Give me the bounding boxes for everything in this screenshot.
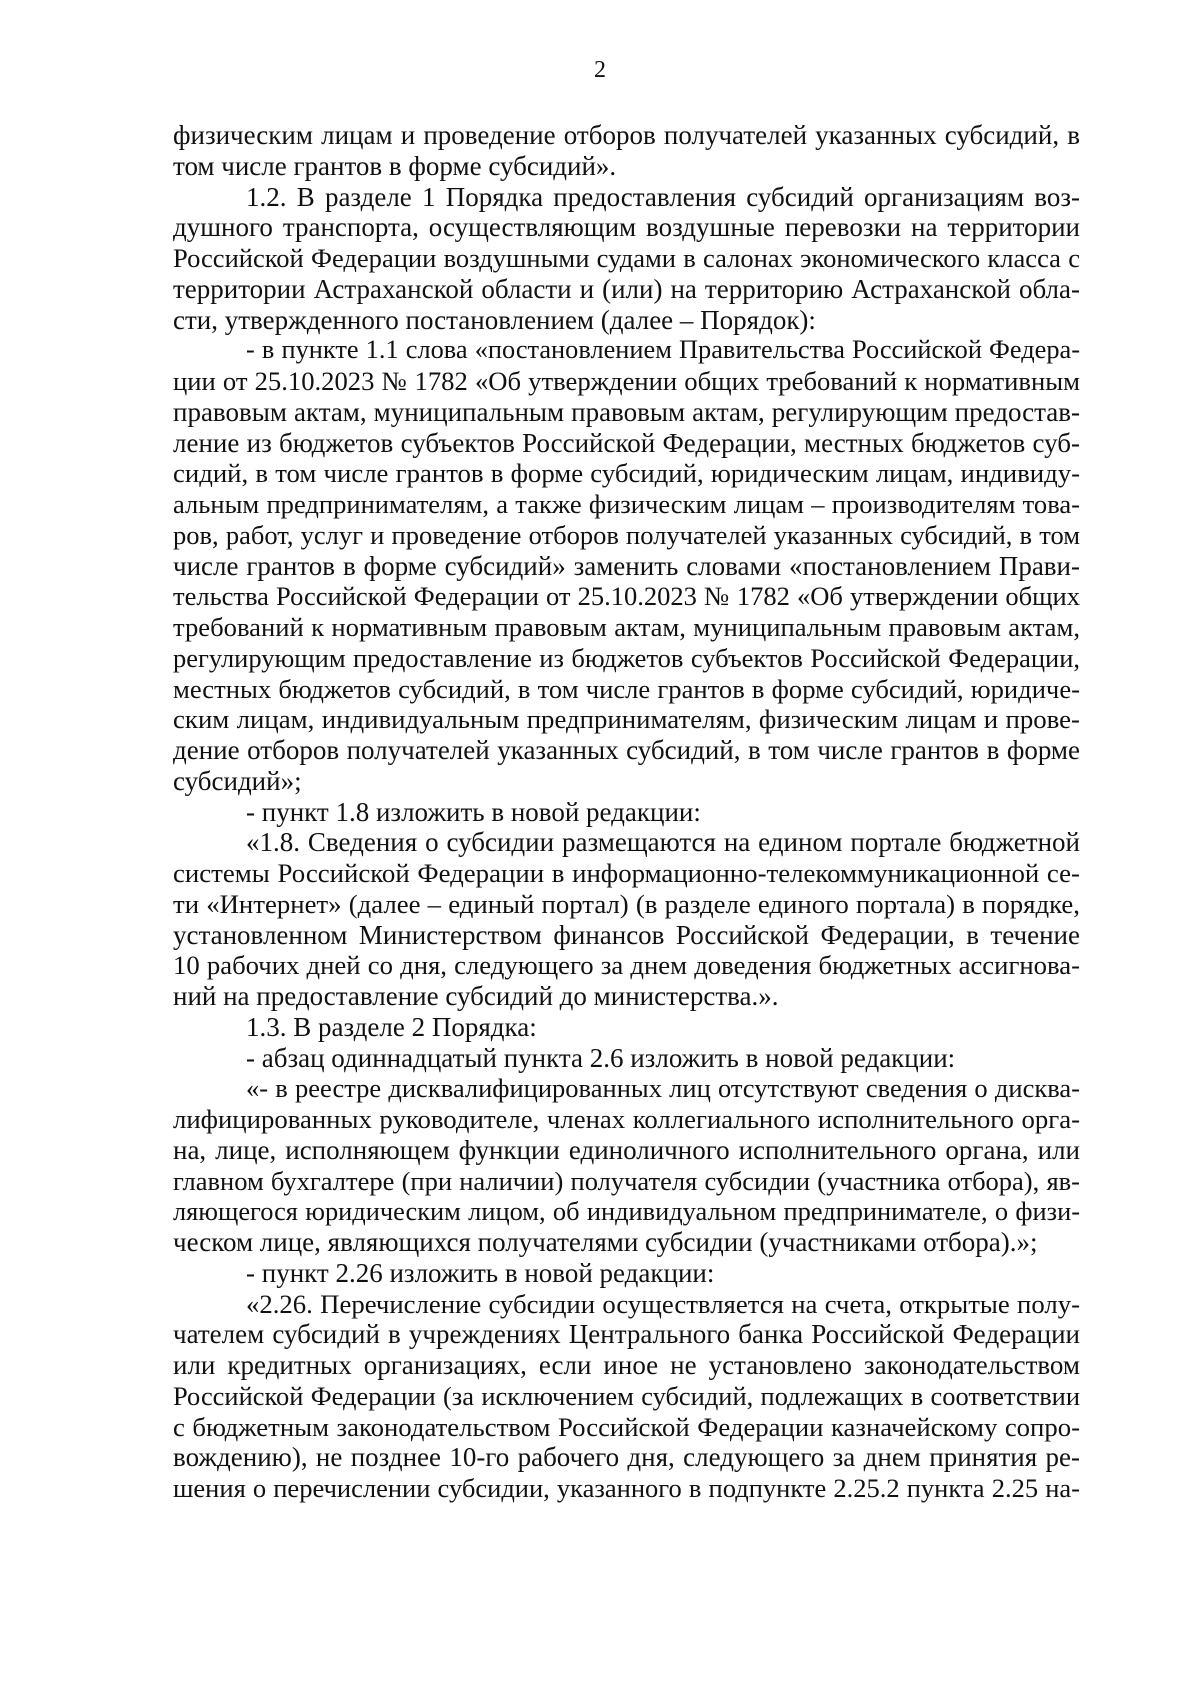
text-line: местных бюджетов субсидий, в том числе грантов в форме субсидий, юридиче- <box>173 673 1080 704</box>
text-line: - в пункте 1.1 слова «постановлением Правительства Российской Федера- <box>246 335 1080 365</box>
text-line: шения о перечислении субсидии, указанного в подпункте 2.25.2 пункта 2.25 на- <box>173 1473 1080 1503</box>
document-body <box>173 120 1080 1504</box>
text-line: числе грантов в форме субсидий» заменить словами «постановлением Прави- <box>173 550 1080 581</box>
text-line: дение отборов получателей указанных субсидий, в том числе грантов в форме <box>173 735 1080 765</box>
text-line: лифицированных руководителе, членах коллегиального исполнительного орга- <box>173 1104 1080 1134</box>
text-line: «- в реестре дисквалифицированных лиц отсутствуют сведения о дисква- <box>246 1073 1080 1104</box>
text-line: ским лицам, индивидуальным предпринимателям, физическим лицам и прове- <box>173 704 1080 735</box>
text-line: вождению), не позднее 10-го рабочего дня, следующего за днем принятия ре- <box>173 1442 1080 1473</box>
text-line: альным предпринимателям, а также физическим лицам – производителям това- <box>173 489 1080 519</box>
text-line: сидий, в том числе грантов в форме субсидий, юридическим лицам, индивиду- <box>173 458 1080 489</box>
text-line: ции от 25.10.2023 № 1782 «Об утверждении общих требований к нормативным <box>173 366 1080 396</box>
text-line: - пункт 2.26 изложить в новой редакции: <box>246 1257 715 1288</box>
text-line: 10 рабочих дней со дня, следующего за днем доведения бюджетных ассигнова- <box>173 950 1080 981</box>
text-line: правовым актам, муниципальным правовым актам, регулирующим предостав- <box>173 396 1080 427</box>
text-line: 1.2. В разделе 1 Порядка предоставления субсидий организациям воз- <box>246 181 1080 212</box>
text-line: тельства Российской Федерации от 25.10.2023 № 1782 «Об утверждении общих <box>173 581 1080 612</box>
text-line: ляющегося юридическим лицом, об индивидуальном предпринимателе, о физи- <box>173 1196 1080 1227</box>
text-line: душного транспорта, осуществляющим воздушные перевозки на территории <box>173 212 1080 243</box>
text-line: - абзац одиннадцатый пункта 2.6 изложить в новой редакции: <box>246 1042 956 1073</box>
text-line: установленном Министерством финансов Российской Федерации, в течение <box>173 919 1080 950</box>
text-line: ров, работ, услуг и проведение отборов получателей указанных субсидий, в том <box>173 519 1080 550</box>
text-line: главном бухгалтере (при наличии) получателя субсидии (участника отбора), яв- <box>173 1165 1080 1196</box>
text-line: - пункт 1.8 изложить в новой редакции: <box>246 796 701 827</box>
text-line: чателем субсидий в учреждениях Центрального банка Российской Федерации <box>173 1319 1080 1350</box>
page-number: 2 <box>594 57 606 83</box>
text-line: физическим лицам и проведение отборов получателей указанных субсидий, в <box>173 120 1080 150</box>
text-line: Российской Федерации (за исключением субсидий, подлежащих в соответствии <box>173 1380 1080 1411</box>
text-line: требований к нормативным правовым актам, муниципальным правовым актам, <box>173 612 1080 642</box>
text-line: «2.26. Перечисление субсидии осуществляется на счета, открытые полу- <box>246 1288 1080 1319</box>
text-line: на, лице, исполняющем функции единоличного исполнительного органа, или <box>173 1134 1080 1165</box>
text-line: «1.8. Сведения о субсидии размещаются на едином портале бюджетной <box>246 827 1080 858</box>
text-line: ти «Интернет» (далее – единый портал) (в разделе единого портала) в порядке, <box>173 888 1080 919</box>
text-line: с бюджетным законодательством Российской Федерации казначейскому сопро- <box>173 1411 1080 1442</box>
text-line: регулирующим предоставление из бюджетов субъектов Российской Федерации, <box>173 642 1080 673</box>
text-line: ческом лице, являющихся получателями субсидии (участниками отбора).»; <box>173 1227 1038 1257</box>
text-line: субсидий»; <box>173 765 302 796</box>
text-line: или кредитных организациях, если иное не установлено законодательством <box>173 1350 1080 1380</box>
text-line: сти, утвержденного постановлением (далее – Порядок): <box>173 304 816 335</box>
text-line: Российской Федерации воздушными судами в салонах экономического класса с <box>173 243 1080 273</box>
text-line: том числе грантов в форме субсидий». <box>173 150 617 181</box>
text-line: ление из бюджетов субъектов Российской Федерации, местных бюджетов суб- <box>173 427 1080 458</box>
text-line: системы Российской Федерации в информационно-телекоммуникационной се- <box>173 858 1080 888</box>
text-line: ний на предоставление субсидий до министерства.». <box>173 981 779 1011</box>
text-line: 1.3. В разделе 2 Порядка: <box>246 1011 537 1042</box>
text-line: территории Астраханской области и (или) на территорию Астраханской обла- <box>173 273 1080 304</box>
